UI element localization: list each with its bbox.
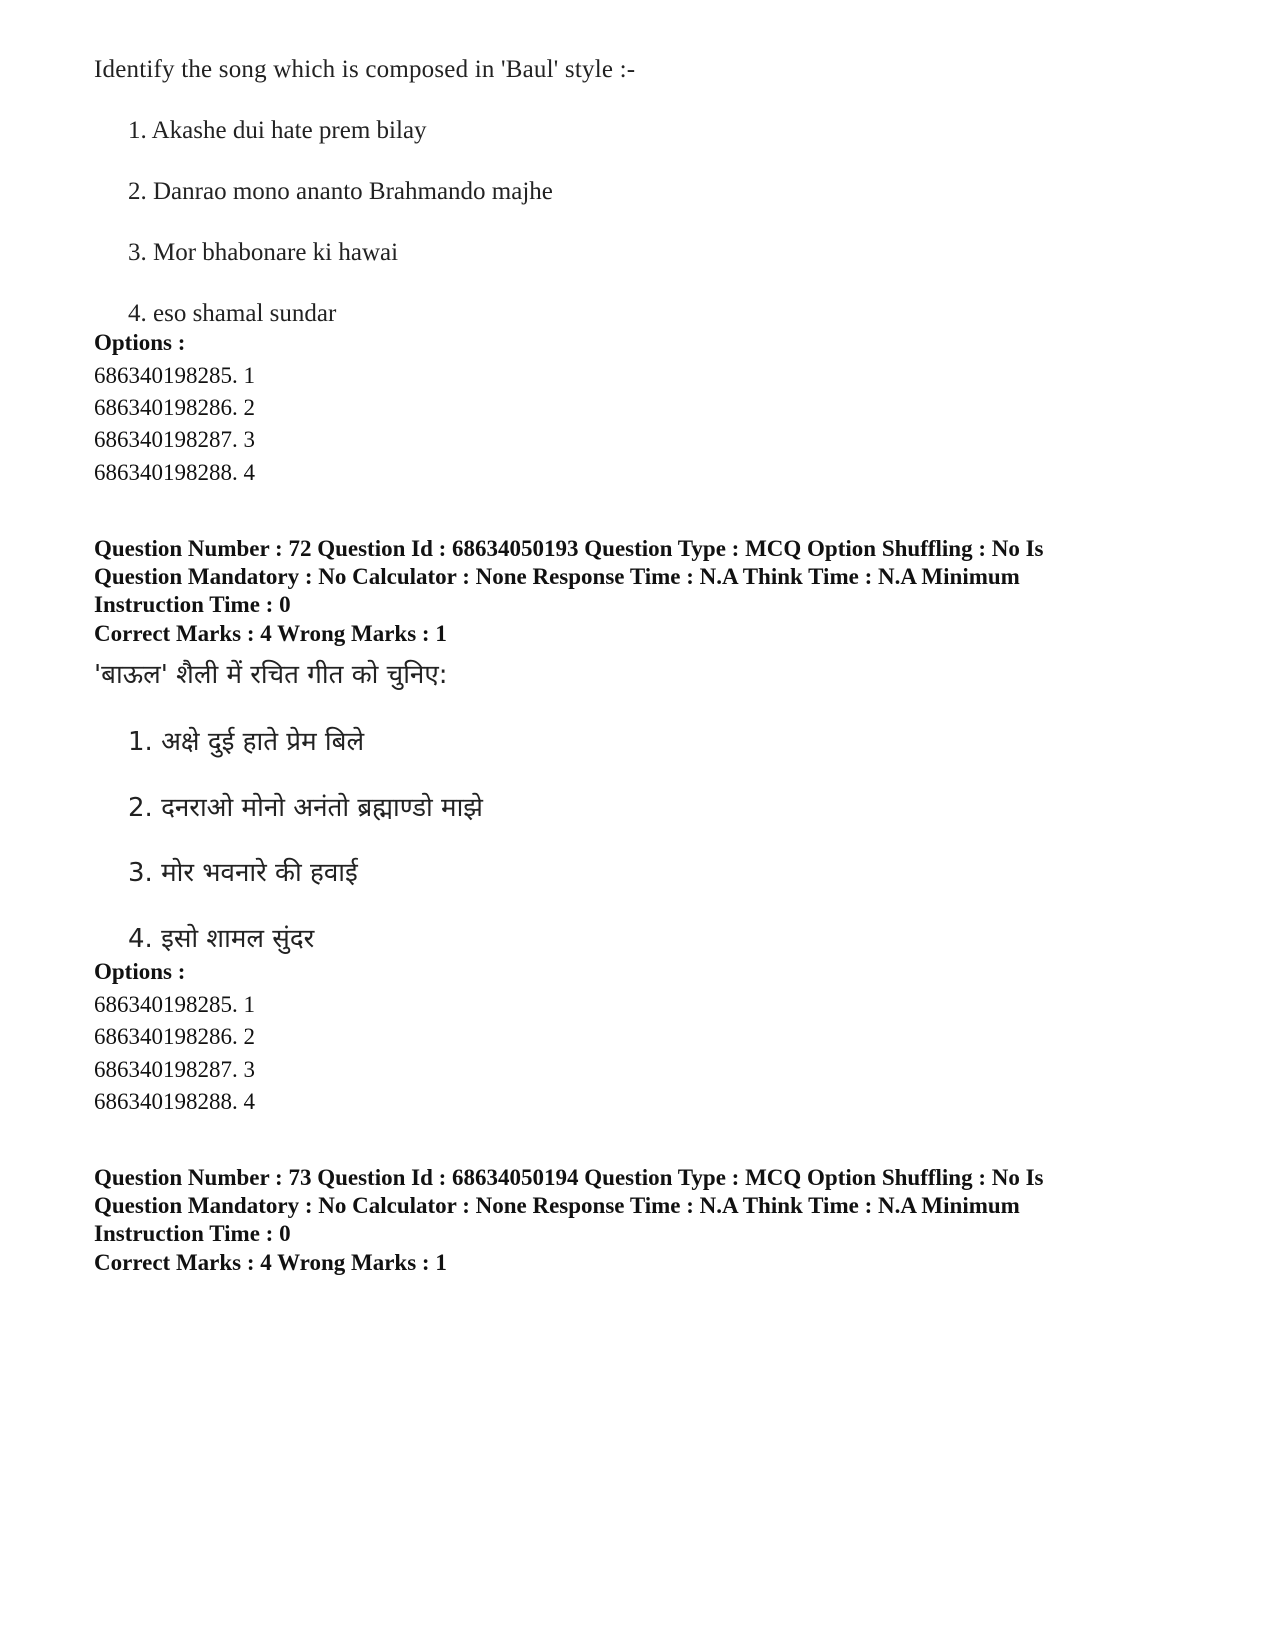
- meta-line: Instruction Time : 0: [94, 1221, 291, 1246]
- question-71-text: Identify the song which is composed in 'Baul' style :-: [94, 56, 636, 83]
- meta-line: Question Number : 73 Question Id : 68634050194 Question Type : MCQ Option Shuffling : No Is: [94, 1165, 1044, 1190]
- option-id: 686340198287. 3: [94, 427, 255, 452]
- question-72-choice-1: 1. अक्षे दुई हाते प्रेम बिले: [128, 727, 365, 757]
- options-label: Options :: [94, 959, 186, 984]
- option-id: 686340198286. 2: [94, 395, 255, 420]
- option-id: 686340198285. 1: [94, 992, 255, 1017]
- options-label: Options :: [94, 330, 186, 355]
- question-73-meta: [94, 1164, 1194, 1248]
- option-id: 686340198285. 1: [94, 363, 255, 388]
- option-id: 686340198286. 2: [94, 1024, 255, 1049]
- question-72-choice-4: 4. इसो शामल सुंदर: [128, 924, 315, 954]
- question-72-choice-2: 2. दनराओ मोनो अनंतो ब्रह्माण्डो माझे: [128, 793, 483, 823]
- meta-line: Question Number : 72 Question Id : 68634050193 Question Type : MCQ Option Shuffling : No Is: [94, 536, 1044, 561]
- option-id: 686340198288. 4: [94, 460, 255, 485]
- question-71-choice-2: 2. Danrao mono ananto Brahmando majhe: [128, 178, 553, 205]
- option-id: 686340198287. 3: [94, 1057, 255, 1082]
- question-72-marks: Correct Marks : 4 Wrong Marks : 1: [94, 621, 447, 646]
- option-id: 686340198288. 4: [94, 1089, 255, 1114]
- question-73-marks: Correct Marks : 4 Wrong Marks : 1: [94, 1250, 447, 1275]
- question-71-choice-3: 3. Mor bhabonare ki hawai: [128, 239, 399, 266]
- question-72-meta: [94, 535, 1194, 619]
- question-72-choice-3: 3. मोर भवनारे की हवाई: [128, 858, 358, 888]
- meta-line: Instruction Time : 0: [94, 592, 291, 617]
- question-72-text: 'बाऊल' शैली में रचित गीत को चुनिए:: [94, 660, 448, 690]
- question-71-choice-1: 1. Akashe dui hate prem bilay: [128, 117, 427, 144]
- question-71-choice-4: 4. eso shamal sundar: [128, 300, 337, 327]
- meta-line: Question Mandatory : No Calculator : None Response Time : N.A Think Time : N.A Minimum: [94, 1193, 1020, 1218]
- meta-line: Question Mandatory : No Calculator : None Response Time : N.A Think Time : N.A Minimum: [94, 564, 1020, 589]
